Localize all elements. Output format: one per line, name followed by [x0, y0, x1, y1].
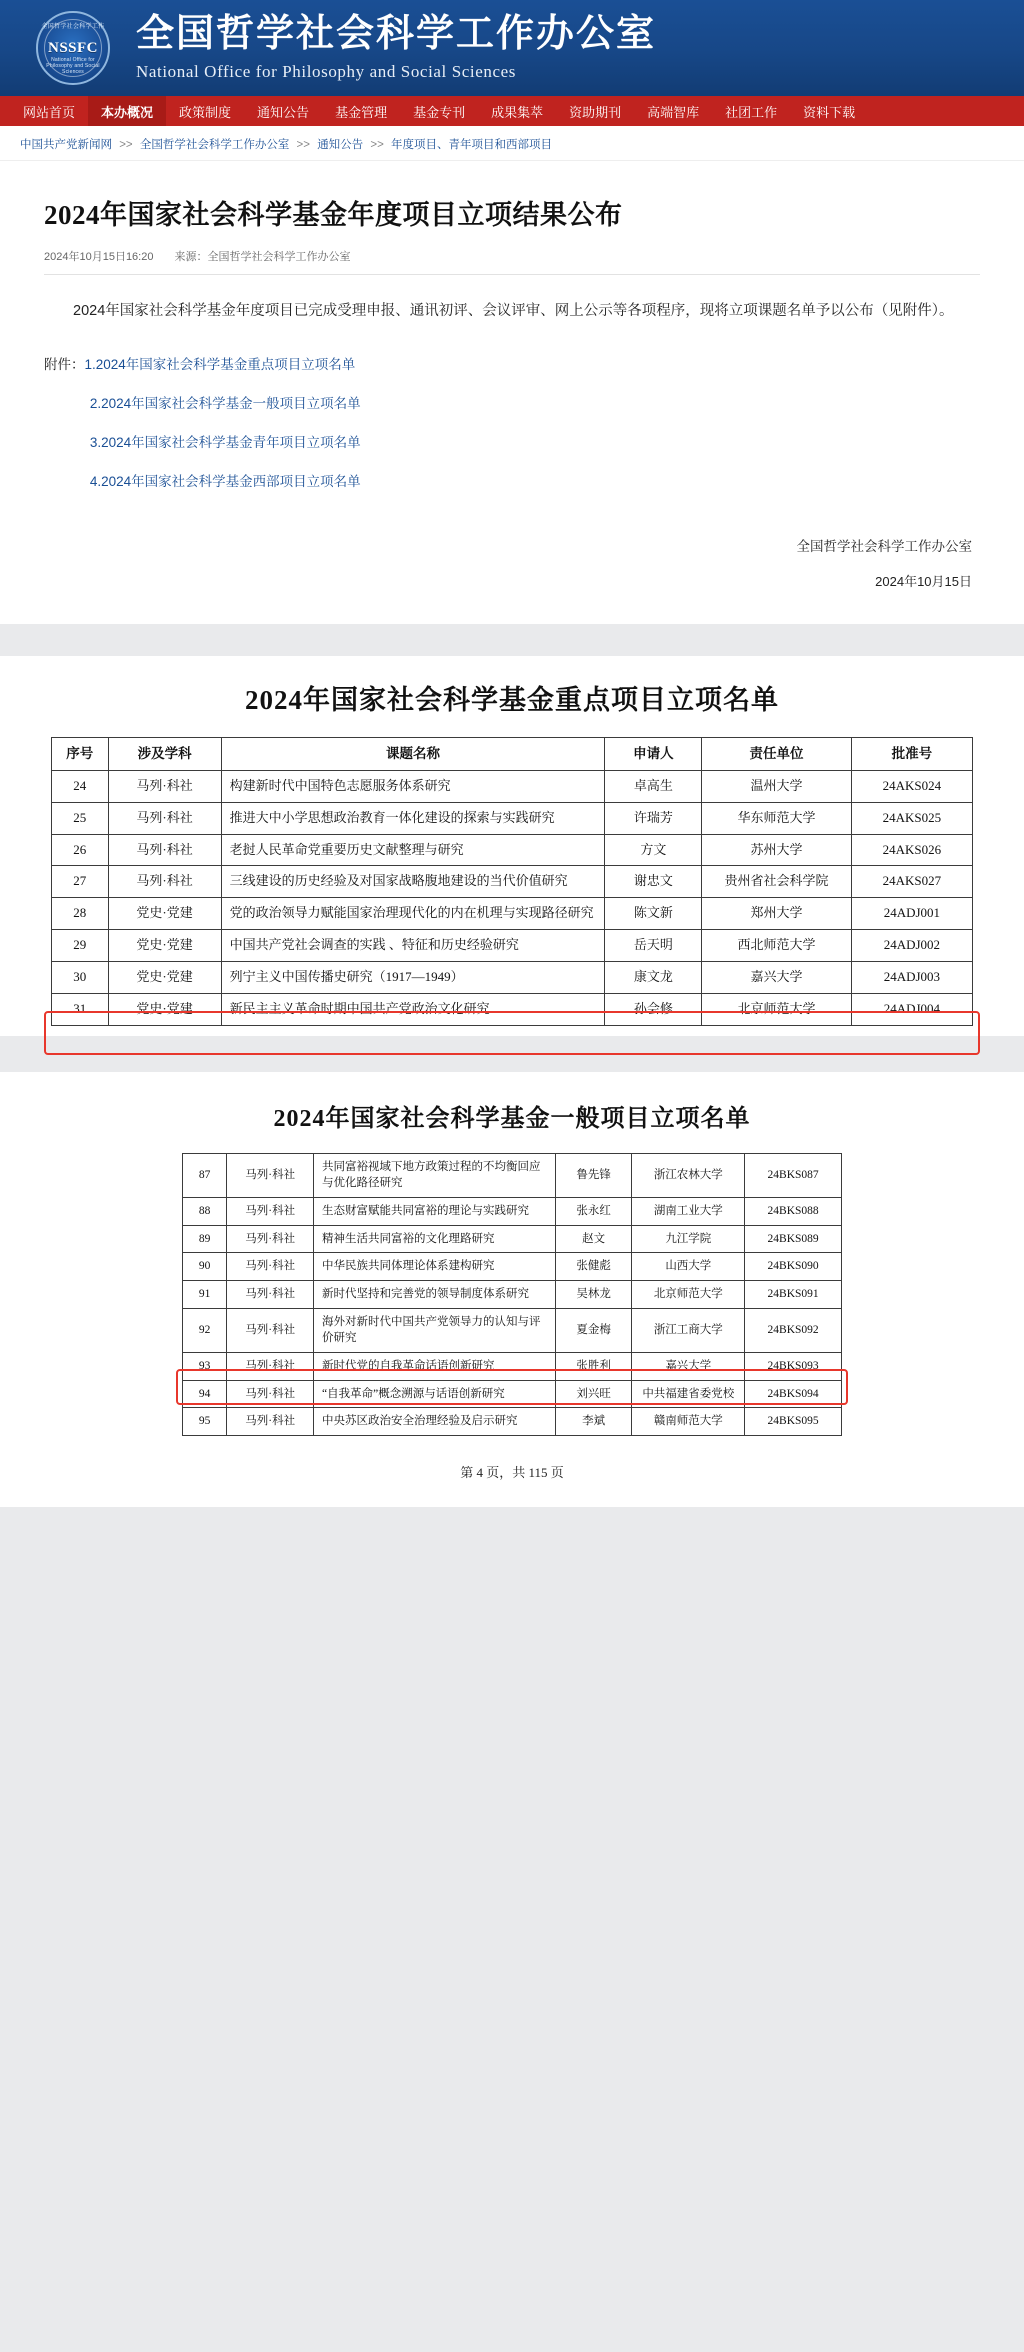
cell-org: 中共福建省委党校 [632, 1380, 745, 1408]
general-project-list-section [0, 1072, 1024, 1507]
cell-approval: 24BKS087 [745, 1153, 842, 1197]
attachment-link-1[interactable]: 1.2024年国家社会科学基金重点项目立项名单 [84, 356, 356, 372]
col-org: 责任单位 [702, 738, 851, 771]
source-label: 来源： [174, 251, 208, 263]
cell-project: 精神生活共同富裕的文化理路研究 [313, 1225, 555, 1253]
cell-discipline: 党史·党建 [108, 930, 221, 962]
general-list-title: 2024年国家社会科学基金一般项目立项名单 [273, 1105, 751, 1132]
breadcrumb-separator: >> [119, 139, 133, 151]
cell-applicant: 康文龙 [605, 961, 702, 993]
table-row [183, 1280, 842, 1308]
table-row [183, 1380, 842, 1408]
cell-approval: 24AKS025 [851, 802, 972, 834]
attachment-link-2[interactable]: 2.2024年国家社会科学基金一般项目立项名单 [89, 395, 361, 411]
cell-seq: 24 [52, 770, 109, 802]
table-row [52, 802, 973, 834]
cell-project: 生态财富赋能共同富裕的理论与实践研究 [313, 1197, 555, 1225]
general-project-table [182, 1153, 842, 1436]
cell-discipline: 马列·科社 [108, 770, 221, 802]
cell-project: 新时代坚持和完善党的领导制度体系研究 [313, 1280, 555, 1308]
attachment-link-4[interactable]: 4.2024年国家社会科学基金西部项目立项名单 [89, 474, 361, 490]
cell-seq: 91 [183, 1280, 227, 1308]
cell-org: 郑州大学 [702, 898, 851, 930]
cell-seq: 95 [183, 1408, 227, 1436]
nav-item-fund-management[interactable]: 基金管理 [335, 104, 388, 120]
cell-approval: 24ADJ003 [851, 961, 972, 993]
publish-date: 2024年10月15日16:20 [44, 251, 154, 263]
table-row [52, 866, 973, 898]
cell-project: 中央苏区政治安全治理经验及启示研究 [313, 1408, 555, 1436]
cell-applicant: 鲁先锋 [555, 1153, 632, 1197]
key-list-table-wrap [0, 737, 1024, 1025]
cell-org: 嘉兴大学 [632, 1352, 745, 1380]
attachment-link-3[interactable]: 3.2024年国家社会科学基金青年项目立项名单 [89, 435, 361, 450]
cell-org: 贵州省社会科学院 [702, 866, 851, 898]
cell-org: 苏州大学 [702, 834, 851, 866]
col-discipline: 涉及学科 [108, 738, 221, 771]
general-list-table-wrap [0, 1153, 1024, 1436]
cell-applicant: 方文 [605, 834, 702, 866]
cell-project: 构建新时代中国特色志愿服务体系研究 [221, 770, 605, 802]
cell-approval: 24BKS094 [745, 1380, 842, 1408]
cell-project: 列宁主义中国传播史研究（1917—1949） [221, 961, 605, 993]
cell-applicant: 卓高生 [605, 770, 702, 802]
cell-approval: 24BKS091 [745, 1280, 842, 1308]
table-header-row [52, 738, 973, 771]
cell-applicant: 岳天明 [605, 930, 702, 962]
col-approval: 批准号 [851, 738, 972, 771]
cell-applicant: 赵文 [555, 1225, 632, 1253]
table-row [183, 1225, 842, 1253]
table-row [52, 993, 973, 1025]
table-row-highlighted [183, 1352, 842, 1380]
site-titles [136, 14, 656, 82]
cell-seq: 26 [52, 834, 109, 866]
cell-discipline: 马列·科社 [108, 866, 221, 898]
cell-applicant: 夏金梅 [555, 1308, 632, 1352]
cell-discipline: 马列·科社 [227, 1380, 314, 1408]
attachment-row-3 [44, 423, 980, 462]
cell-approval: 24AKS026 [851, 834, 972, 866]
cell-project: 推进大中小学思想政治教育一体化建设的探索与实践研究 [221, 802, 605, 834]
cell-discipline: 马列·科社 [227, 1153, 314, 1197]
cell-seq: 30 [52, 961, 109, 993]
cell-applicant: 孙会修 [605, 993, 702, 1025]
cell-discipline: 马列·科社 [108, 834, 221, 866]
article-meta [44, 248, 980, 275]
cell-applicant: 张永红 [555, 1197, 632, 1225]
cell-seq: 27 [52, 866, 109, 898]
signature-date: 2024年10月15日 [875, 574, 972, 590]
table-row [183, 1253, 842, 1281]
cell-discipline: 马列·科社 [227, 1197, 314, 1225]
cell-approval: 24BKS089 [745, 1225, 842, 1253]
cell-seq: 25 [52, 802, 109, 834]
cell-org: 温州大学 [702, 770, 851, 802]
cell-approval: 24ADJ001 [851, 898, 972, 930]
cell-applicant: 张健彪 [555, 1253, 632, 1281]
cell-seq: 93 [183, 1352, 227, 1380]
site-title-en: National Office for Philosophy and Social Sciences [136, 61, 516, 81]
cell-discipline: 马列·科社 [227, 1352, 314, 1380]
cell-approval: 24ADJ004 [851, 993, 972, 1025]
section-gap [0, 1036, 1024, 1050]
nav-item-fund-journal[interactable]: 基金专刊 [413, 104, 466, 120]
cell-discipline: 马列·科社 [108, 802, 221, 834]
cell-project: 三线建设的历史经验及对国家战略腹地建设的当代价值研究 [221, 866, 605, 898]
cell-project: 党的政治领导力赋能国家治理现代化的内在机理与实现路径研究 [221, 898, 605, 930]
key-project-table [51, 737, 973, 1025]
nav-item-think-tank[interactable]: 高端智库 [647, 104, 700, 120]
cell-approval: 24AKS027 [851, 866, 972, 898]
cell-org: 湖南工业大学 [632, 1197, 745, 1225]
table-row [183, 1408, 842, 1436]
cell-applicant: 刘兴旺 [555, 1380, 632, 1408]
cell-org: 浙江农林大学 [632, 1153, 745, 1197]
cell-approval: 24ADJ002 [851, 930, 972, 962]
table-row-highlighted [52, 961, 973, 993]
attachment-row-2 [44, 384, 980, 423]
attachments-lead: 附件： [44, 356, 85, 372]
cell-applicant: 许瑞芳 [605, 802, 702, 834]
cell-approval: 24BKS090 [745, 1253, 842, 1281]
cell-discipline: 党史·党建 [108, 898, 221, 930]
cell-project: 共同富裕视域下地方政策过程的不均衡回应与优化路径研究 [313, 1153, 555, 1197]
nav-item-funded-journals[interactable]: 资助期刊 [569, 104, 622, 120]
nav-item-home[interactable]: 网站首页 [23, 104, 76, 120]
key-project-list-section [0, 656, 1024, 1035]
table-row [183, 1153, 842, 1197]
cell-discipline: 马列·科社 [227, 1408, 314, 1436]
cell-org: 北京师范大学 [702, 993, 851, 1025]
emblem-abbr: NSSFC [47, 39, 98, 56]
cell-seq: 89 [183, 1225, 227, 1253]
cell-discipline: 党史·党建 [108, 961, 221, 993]
breadcrumb-separator: >> [296, 139, 310, 151]
cell-applicant: 张胜利 [555, 1352, 632, 1380]
nav-item-achievements[interactable]: 成果集萃 [491, 104, 544, 120]
signature: 全国哲学社会科学工作办公室 [796, 539, 972, 555]
cell-org: 北京师范大学 [632, 1280, 745, 1308]
table-row [52, 930, 973, 962]
cell-org: 浙江工商大学 [632, 1308, 745, 1352]
cell-approval: 24BKS095 [745, 1408, 842, 1436]
cell-project: 新时代党的自我革命话语创新研究 [313, 1352, 555, 1380]
breadcrumb-item-2[interactable]: 通知公告 [317, 139, 364, 151]
col-applicant: 申请人 [605, 738, 702, 771]
article-body [0, 161, 1024, 624]
emblem-top-text: 全国哲学社会科学工作 [41, 24, 105, 30]
table-row [52, 834, 973, 866]
col-seq: 序号 [52, 738, 109, 771]
cell-applicant: 吴林龙 [555, 1280, 632, 1308]
nav-item-association-work[interactable]: 社团工作 [725, 104, 778, 120]
cell-seq: 94 [183, 1380, 227, 1408]
cell-project: 新民主主义革命时期中国共产党政治文化研究 [221, 993, 605, 1025]
site-title-cn: 全国哲学社会科学工作办公室 [136, 13, 657, 56]
site-header [0, 0, 1024, 96]
cell-org: 嘉兴大学 [702, 961, 851, 993]
cell-discipline: 马列·科社 [227, 1253, 314, 1281]
breadcrumb [0, 126, 1024, 161]
col-project: 课题名称 [221, 738, 605, 771]
table-row [52, 898, 973, 930]
emblem-bottom-text: National Office for Philosophy and Social Sciences [46, 57, 100, 75]
cell-discipline: 马列·科社 [227, 1225, 314, 1253]
nav-item-policy[interactable]: 政策制度 [179, 104, 232, 120]
cell-org: 赣南师范大学 [632, 1408, 745, 1436]
nav-item-notices[interactable]: 通知公告 [257, 104, 310, 120]
table-row [52, 770, 973, 802]
table-row [183, 1308, 842, 1352]
cell-org: 九江学院 [632, 1225, 745, 1253]
cell-applicant: 谢忠文 [605, 866, 702, 898]
page-title: 2024年国家社会科学基金年度项目立项结果公布 [44, 200, 623, 230]
cell-project: 中国共产党社会调查的实践 、特征和历史经验研究 [221, 930, 605, 962]
cell-approval: 24BKS088 [745, 1197, 842, 1225]
main-nav[interactable] [0, 96, 1024, 126]
key-list-title: 2024年国家社会科学基金重点项目立项名单 [245, 685, 779, 716]
cell-org: 华东师范大学 [702, 802, 851, 834]
breadcrumb-item-1[interactable]: 全国哲学社会科学工作办公室 [139, 139, 290, 151]
table-row [183, 1197, 842, 1225]
cell-seq: 92 [183, 1308, 227, 1352]
cell-approval: 24BKS093 [745, 1352, 842, 1380]
cell-seq: 90 [183, 1253, 227, 1281]
page-number-footer: 第 4 页，共 115 页 [0, 1436, 1024, 1497]
nssfc-emblem-icon [36, 11, 110, 85]
cell-discipline: 马列·科社 [227, 1308, 314, 1352]
cell-approval: 24BKS092 [745, 1308, 842, 1352]
cell-applicant: 陈文新 [605, 898, 702, 930]
cell-discipline: 马列·科社 [227, 1280, 314, 1308]
breadcrumb-item-0[interactable]: 中国共产党新闻网 [20, 139, 112, 151]
cell-project: 老挝人民革命党重要历史文献整理与研究 [221, 834, 605, 866]
source-value: 全国哲学社会科学工作办公室 [207, 251, 351, 263]
cell-seq: 31 [52, 993, 109, 1025]
cell-seq: 88 [183, 1197, 227, 1225]
cell-org: 山西大学 [632, 1253, 745, 1281]
cell-seq: 28 [52, 898, 109, 930]
cell-discipline: 党史·党建 [108, 993, 221, 1025]
article-paragraph: 2024年国家社会科学基金年度项目已完成受理申报、通讯初评、会议评审、网上公示等各项程序，现将立项课题名单予以公布（见附件）。 [73, 303, 954, 319]
attachment-list [44, 345, 980, 502]
breadcrumb-item-3[interactable]: 年度项目、青年项目和西部项目 [391, 139, 553, 151]
section-gap [0, 624, 1024, 638]
cell-approval: 24AKS024 [851, 770, 972, 802]
cell-seq: 29 [52, 930, 109, 962]
cell-project: 海外对新时代中国共产党领导力的认知与评价研究 [313, 1308, 555, 1352]
attachment-row-1 [44, 345, 980, 384]
cell-project: 中华民族共同体理论体系建构研究 [313, 1253, 555, 1281]
cell-project: “自我革命”概念溯源与话语创新研究 [313, 1380, 555, 1408]
cell-org: 西北师范大学 [702, 930, 851, 962]
nav-item-downloads[interactable]: 资料下载 [803, 104, 856, 120]
breadcrumb-separator: >> [370, 139, 384, 151]
attachment-row-4 [44, 462, 980, 501]
nav-item-about[interactable]: 本办概况 [88, 96, 166, 126]
cell-seq: 87 [183, 1153, 227, 1197]
cell-applicant: 李斌 [555, 1408, 632, 1436]
